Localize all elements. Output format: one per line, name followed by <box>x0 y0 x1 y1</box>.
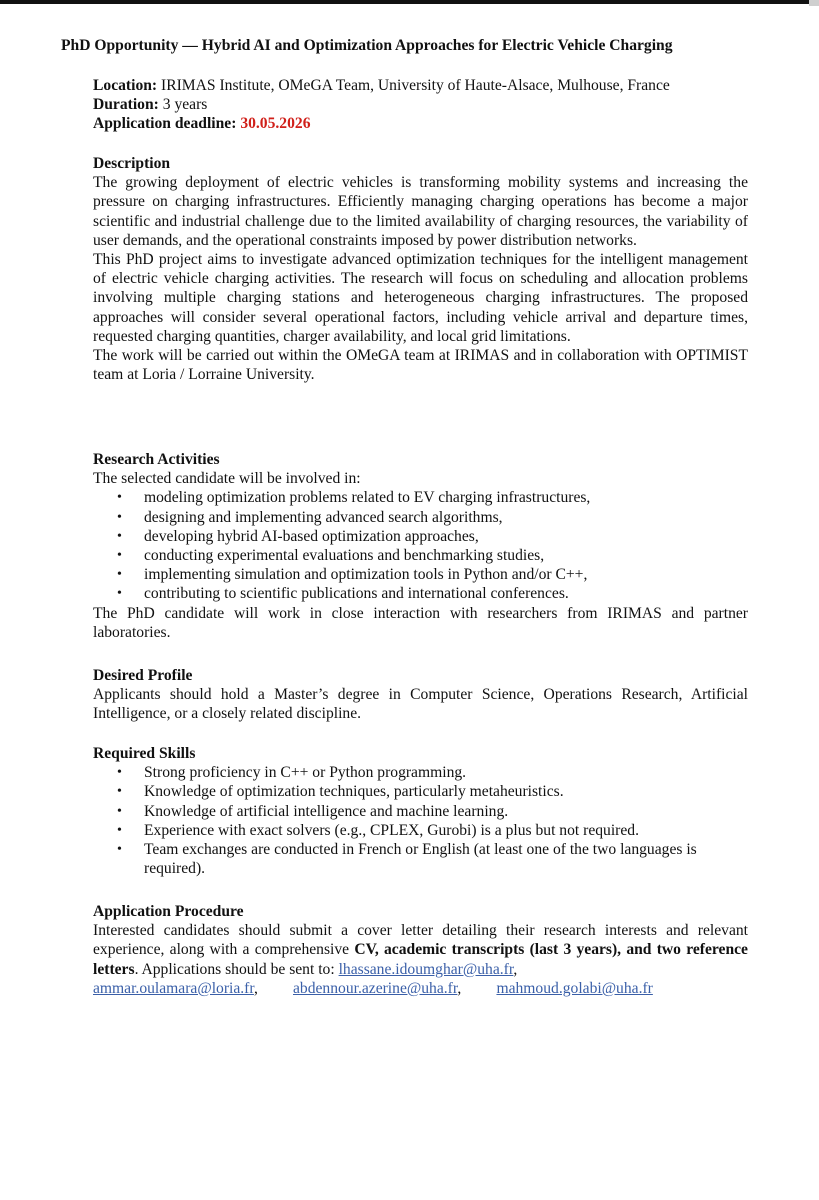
location-line <box>93 76 670 95</box>
email-link-azerine[interactable]: abdennour.azerine@uha.fr <box>293 979 458 997</box>
procedure-text-1: Interested candidates should submit a cover letter detailing their research interests and relevant experience, along with a comprehensive <box>93 922 748 959</box>
research-item: • implementing simulation and optimization tools in Python and/or C++, <box>93 565 748 584</box>
description-paragraph-2: This PhD project aims to investigate advanced optimization techniques for the intelligent management of electric vehicle charging activities. The research will focus on scheduling and allocation problems involving multiple charging stations and heterogeneous charging infrastructures. The proposed approaches will consider several operational factors, including vehicle arrival and departure times, requested charging quantities, charger availability, and local grid limitations. <box>93 251 748 345</box>
procedure-text-2: . Applications should be sent to: <box>134 960 339 978</box>
description-heading: Description <box>93 155 171 172</box>
research-item: • designing and implementing advanced search algorithms, <box>93 508 748 527</box>
skill-item: • Experience with exact solvers (e.g., CPLEX, Gurobi) is a plus but not required. <box>93 821 748 840</box>
research-item: • developing hybrid AI-based optimization approaches, <box>93 527 748 546</box>
duration-value: 3 years <box>158 96 208 114</box>
research-item: • modeling optimization problems related to EV charging infrastructures, <box>93 488 748 507</box>
skills-heading: Required Skills <box>93 745 196 762</box>
email-row <box>93 979 748 998</box>
research-item: • contributing to scientific publications and international conferences. <box>93 584 748 603</box>
research-section <box>93 450 748 642</box>
procedure-text <box>93 921 748 979</box>
skill-item: • Team exchanges are conducted in French or English (at least one of the two languages is required). <box>93 840 748 878</box>
email-separator: , <box>253 979 258 997</box>
email-link-golabi[interactable]: mahmoud.golabi@uha.fr <box>496 979 653 997</box>
email-cell <box>496 979 652 998</box>
duration-label: Duration: <box>93 96 159 114</box>
email-cell <box>293 979 461 998</box>
email-link-oulamara[interactable]: ammar.oulamara@loria.fr <box>93 979 254 997</box>
description-paragraph-3: The work will be carried out within the OMeGA team at IRIMAS and in collaboration with OPTIMIST team at Loria / Lorraine University. <box>93 347 748 384</box>
profile-section <box>93 666 748 724</box>
top-border-edge <box>809 0 819 6</box>
procedure-section <box>93 902 748 998</box>
skills-list <box>93 763 748 878</box>
profile-heading: Desired Profile <box>93 667 193 684</box>
research-outro: The PhD candidate will work in close interaction with researchers from IRIMAS and partner laboratories. <box>93 604 748 641</box>
profile-text: Applicants should hold a Master’s degree in Computer Science, Operations Research, Artificial Intelligence, or a closely related discipline. <box>93 686 748 723</box>
email-link-idoumghar[interactable]: lhassane.idoumghar@uha.fr <box>338 960 514 978</box>
meta-block <box>93 76 670 134</box>
document-title: PhD Opportunity — Hybrid AI and Optimization Approaches for Electric Vehicle Charging <box>61 37 673 54</box>
skills-section <box>93 744 748 878</box>
research-list <box>93 488 748 603</box>
description-section <box>93 154 748 384</box>
procedure-heading: Application Procedure <box>93 903 244 920</box>
email-separator: , <box>457 979 462 997</box>
skill-item: • Knowledge of artificial intelligence and machine learning. <box>93 802 748 821</box>
research-item: • conducting experimental evaluations and benchmarking studies, <box>93 546 748 565</box>
procedure-bold: CV, academic transcripts (last 3 years), and two reference letters <box>93 941 748 978</box>
research-intro: The selected candidate will be involved in: <box>93 470 361 488</box>
email-row-spacer <box>688 979 748 998</box>
research-heading: Research Activities <box>93 451 220 468</box>
email-cell <box>93 979 258 998</box>
email-separator: , <box>513 960 518 978</box>
deadline-line <box>93 114 670 133</box>
deadline-value: 30.05.2026 <box>240 115 311 133</box>
location-value: IRIMAS Institute, OMeGA Team, University of Haute-Alsace, Mulhouse, France <box>157 77 670 94</box>
deadline-label: Application deadline: <box>93 115 237 133</box>
skill-item: • Strong proficiency in C++ or Python programming. <box>93 763 748 782</box>
skill-item: • Knowledge of optimization techniques, particularly metaheuristics. <box>93 782 748 801</box>
duration-line <box>93 95 670 114</box>
location-label: Location: <box>93 77 158 94</box>
top-border <box>0 0 819 4</box>
description-paragraph-1: The growing deployment of electric vehicles is transforming mobility systems and increasing the pressure on charging infrastructures. Efficiently managing charging operations has become a major scientific and industrial challenge due to the limited availability of charging resources, the variability of user demands, and the operational constraints imposed by power distribution networks. <box>93 174 748 249</box>
